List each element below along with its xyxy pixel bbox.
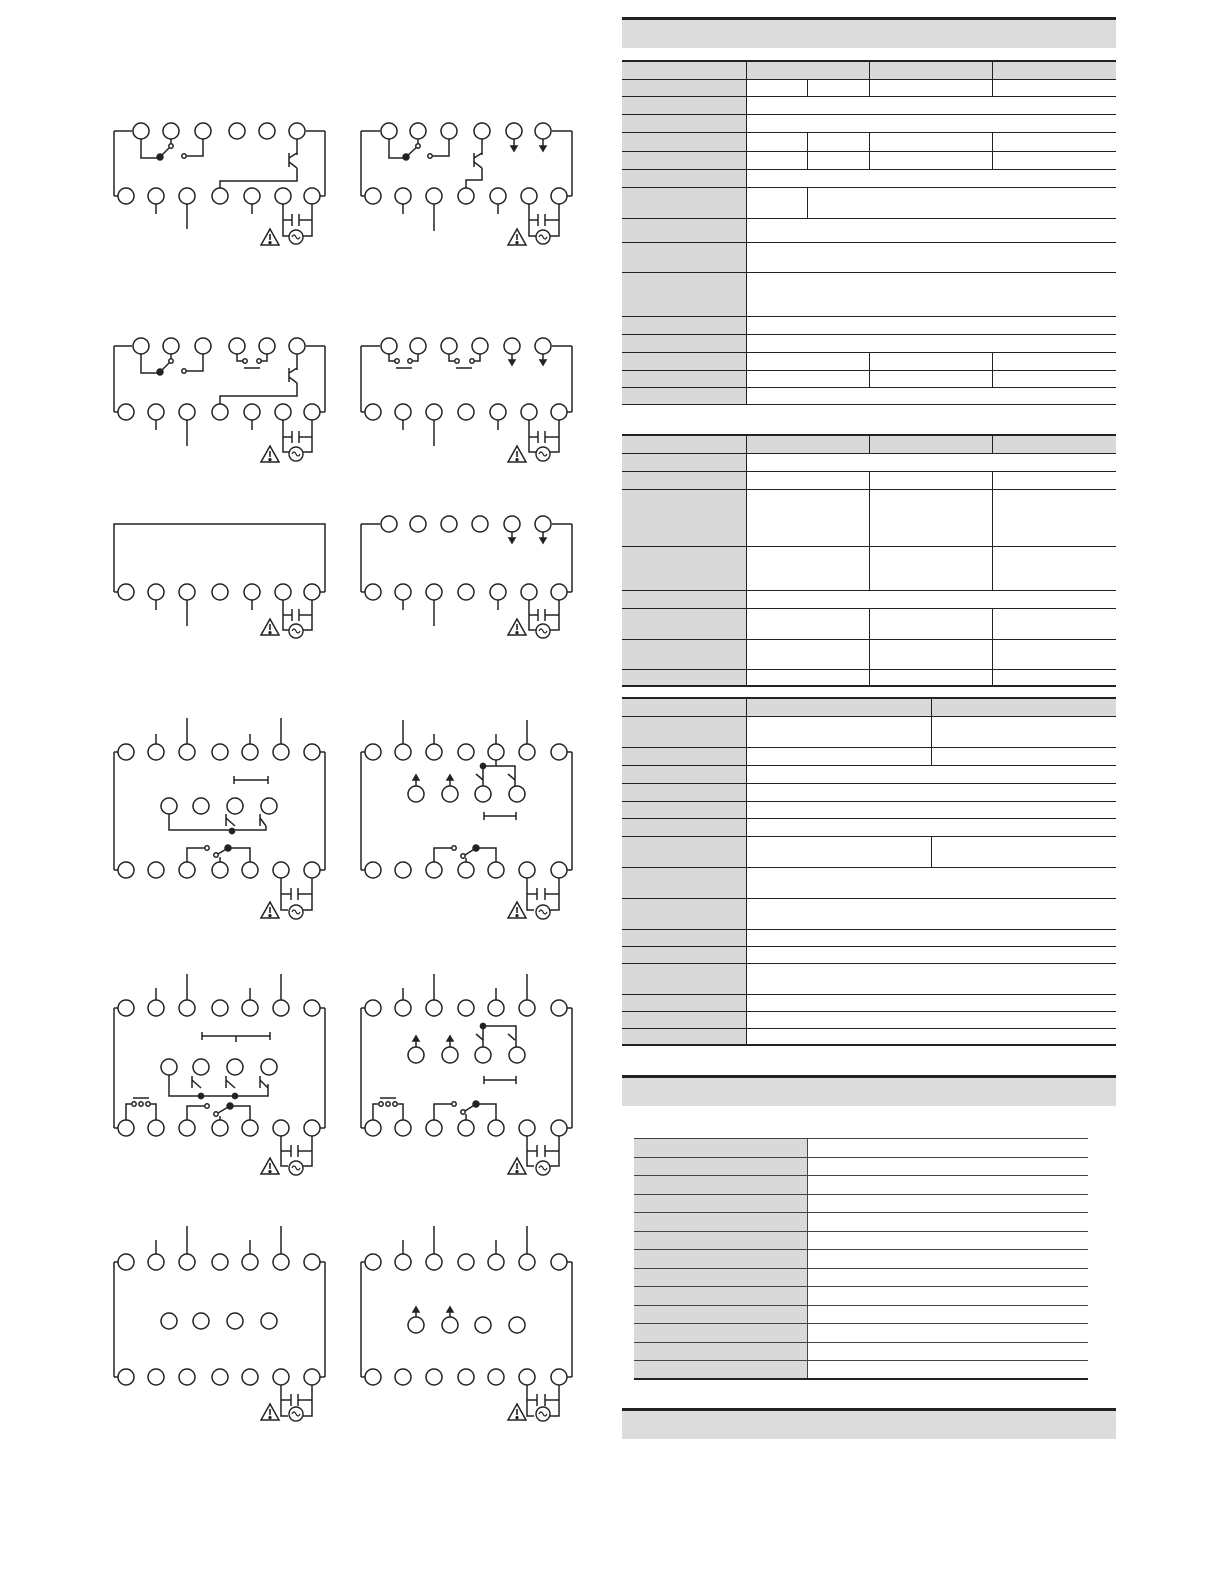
table-row	[622, 61, 1116, 79]
table-row	[622, 242, 1116, 272]
table-row	[622, 114, 1116, 132]
diagram-10	[361, 974, 572, 1175]
diagram-6	[361, 516, 572, 638]
spec-table-4	[634, 1138, 1088, 1380]
table-row	[622, 334, 1116, 352]
table-row	[622, 801, 1116, 818]
table-row	[634, 1250, 1088, 1269]
table-row	[622, 471, 1116, 489]
table-row	[622, 963, 1116, 994]
table-row	[622, 929, 1116, 946]
table-row	[634, 1287, 1088, 1306]
diagram-9	[114, 974, 325, 1175]
table-row	[622, 898, 1116, 929]
table-row	[622, 639, 1116, 669]
diagram-7	[114, 718, 325, 919]
table-row	[634, 1139, 1088, 1158]
table-row	[622, 747, 1116, 765]
diagram-8	[361, 720, 572, 919]
section-header-3	[622, 1408, 1116, 1439]
table-row	[622, 218, 1116, 242]
table-row	[622, 169, 1116, 187]
table-row	[622, 590, 1116, 608]
table-row	[622, 370, 1116, 387]
spec-table-2	[622, 434, 1116, 687]
table-row	[622, 453, 1116, 471]
diagram-4	[361, 338, 572, 462]
table-row	[634, 1232, 1088, 1250]
section-header-1	[622, 17, 1116, 48]
table-row	[622, 608, 1116, 639]
table-row	[622, 272, 1116, 316]
diagram-12	[361, 1226, 572, 1421]
table-row	[622, 1011, 1116, 1028]
table-row	[622, 187, 1116, 218]
diagram-11	[114, 1226, 325, 1421]
diagram-1	[114, 123, 325, 245]
section-header-2	[622, 1075, 1116, 1106]
table-row	[622, 698, 1116, 716]
table-row	[622, 352, 1116, 370]
spec-table-3	[622, 697, 1116, 1046]
table-row	[622, 1028, 1116, 1045]
diagram-5	[114, 524, 325, 638]
table-row	[622, 132, 1116, 151]
table-row	[622, 316, 1116, 334]
spec-table-1	[622, 60, 1116, 405]
table-row	[634, 1361, 1088, 1379]
table-row	[622, 151, 1116, 169]
table-row	[622, 79, 1116, 96]
table-row	[622, 96, 1116, 114]
table-row	[634, 1158, 1088, 1176]
table-row	[634, 1343, 1088, 1361]
table-row	[622, 994, 1116, 1011]
table-row	[622, 546, 1116, 590]
table-row	[634, 1324, 1088, 1343]
table-row	[622, 489, 1116, 546]
table-row	[634, 1176, 1088, 1195]
table-row	[634, 1269, 1088, 1287]
table-row	[622, 783, 1116, 801]
table-row	[622, 765, 1116, 783]
table-row	[622, 669, 1116, 686]
diagram-2	[361, 123, 572, 245]
table-row	[622, 867, 1116, 898]
wiring-diagrams	[0, 0, 600, 1584]
table-row	[634, 1195, 1088, 1213]
table-row	[634, 1213, 1088, 1232]
table-row	[622, 946, 1116, 963]
table-row	[622, 387, 1116, 404]
table-row	[622, 818, 1116, 836]
table-row	[634, 1306, 1088, 1324]
table-row	[622, 716, 1116, 747]
table-row	[622, 435, 1116, 453]
diagram-3	[114, 338, 325, 462]
table-row	[622, 836, 1116, 867]
